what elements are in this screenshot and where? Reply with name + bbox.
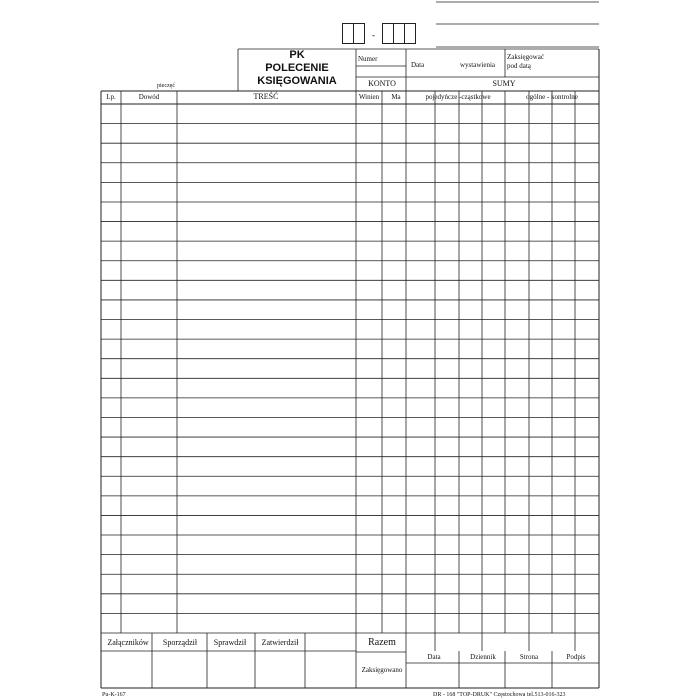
number-box-2[interactable] [353, 23, 365, 44]
footer-data-label: Data [427, 653, 441, 661]
number-separator: - [372, 30, 375, 40]
col-winien: Winien [358, 93, 380, 101]
number-box-5[interactable] [404, 23, 416, 44]
col-lp: Lp. [106, 93, 116, 101]
col-pojedyncze: pojedyńcze -cząstkowe [425, 93, 491, 101]
form-title-line2: POLECENIE [265, 62, 329, 74]
sporzadzil-label: Sporządził [162, 638, 198, 647]
form-title [238, 49, 356, 88]
footer-dziennik-label: Dziennik [470, 653, 496, 661]
col-tresc: TREŚĆ [253, 92, 279, 101]
numer-label: Numer [358, 55, 378, 63]
print-code-left: Pu-K-167 [102, 692, 126, 698]
zalacznikow-label: Załączników [107, 638, 149, 647]
data-label: Data [411, 61, 425, 69]
wystawienia-label: wystawienia [460, 61, 495, 69]
col-dowod: Dowód [138, 93, 160, 101]
print-code-right: DR - 168 "TOP-DRUK" Częstochowa tel.513-016-323 [433, 692, 566, 698]
konto-label: KONTO [368, 79, 396, 88]
sprawdzil-label: Sprawdził [213, 638, 247, 647]
footer-strona-label: Strona [519, 653, 539, 661]
pod-data-label: pod datą [507, 62, 531, 70]
col-ogolne: ogólne - kontrolne [526, 93, 578, 101]
sumy-label: SUMY [492, 79, 516, 88]
zaksiegowac-label: Zaksięgować [507, 53, 544, 61]
form-title-line1: PK [289, 49, 305, 61]
col-ma: Ma [391, 93, 401, 101]
zatwierdzil-label: Zatwierdził [261, 638, 299, 647]
razem-label: Razem [368, 637, 396, 648]
zaksiegowano-label: Zaksięgowano [361, 666, 403, 674]
stamp-label: pieczęć [157, 83, 175, 89]
form-title-line3: KSIĘGOWANIA [257, 75, 337, 87]
footer-podpis-label: Podpis [566, 653, 586, 661]
